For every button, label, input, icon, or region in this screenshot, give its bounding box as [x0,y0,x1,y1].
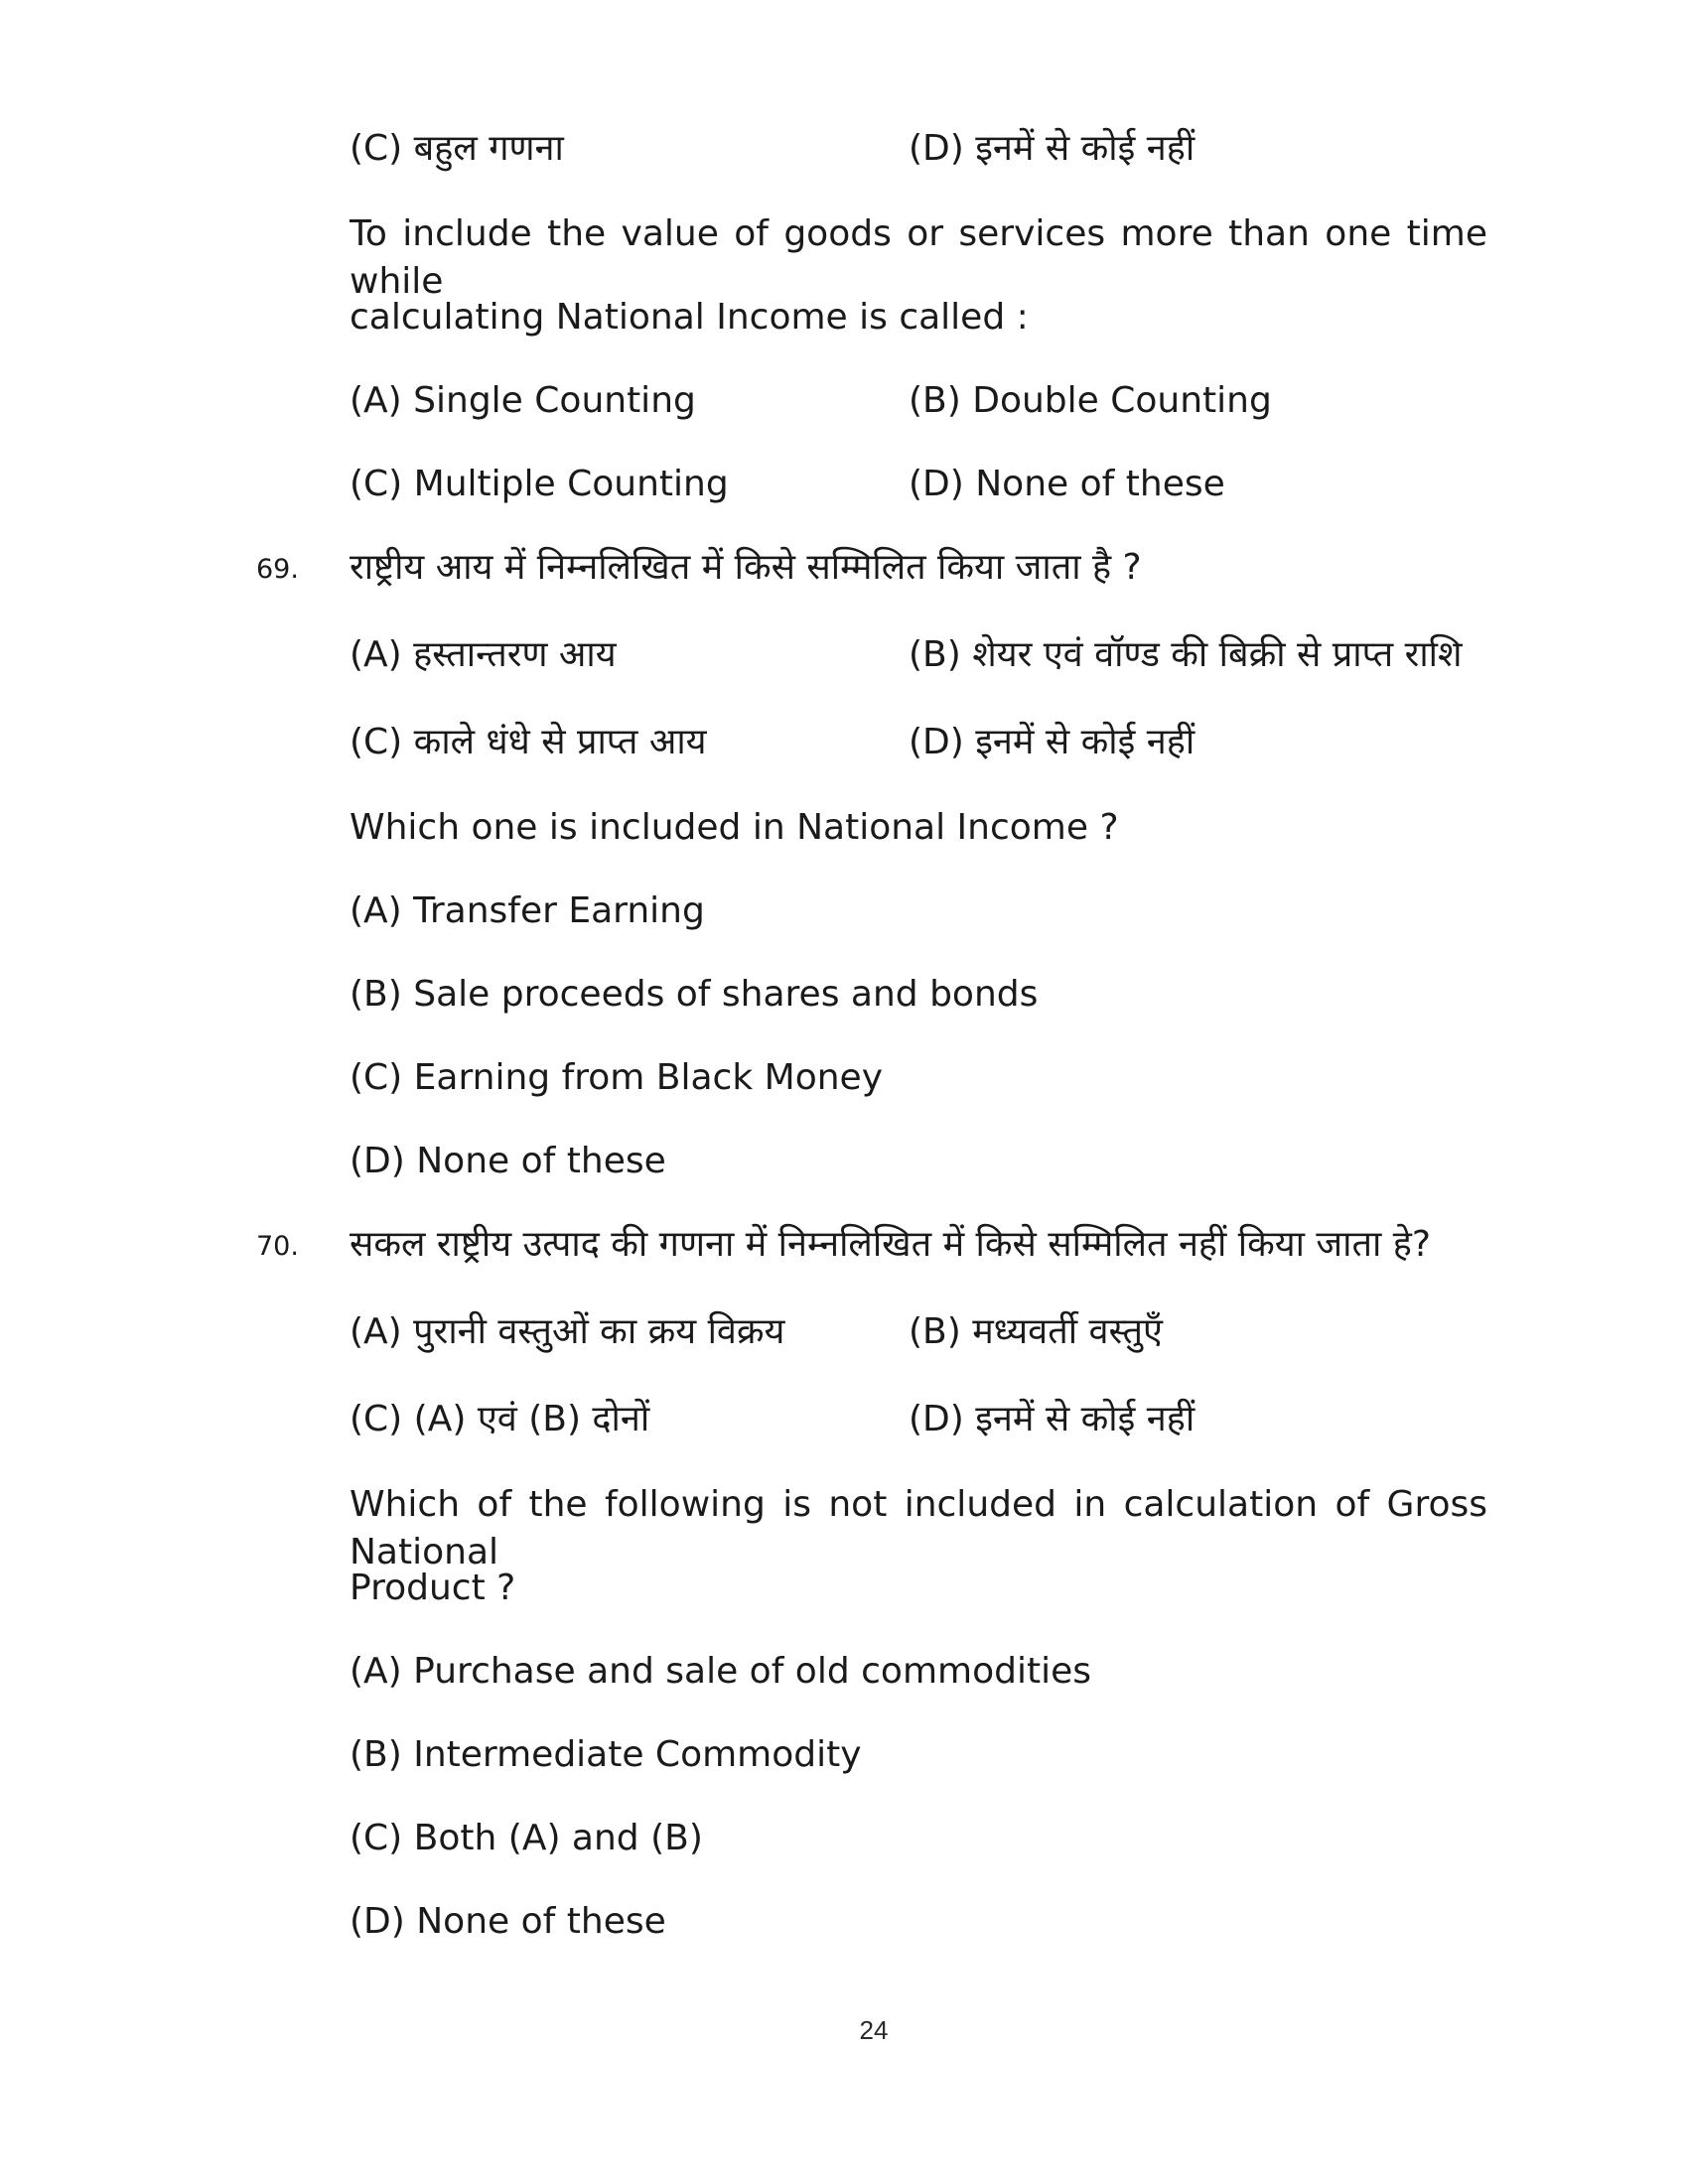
q69-hi-option-d: (D) इनमें से कोई नहीं [909,722,1196,762]
q70-en-question-line2: Product ? [350,1568,516,1608]
q68-en-option-c: (C) Multiple Counting [350,464,729,504]
q70-en-question-line1: Which of the following is not included in calculation of Gross National [350,1484,1487,1572]
q70-number: 70. [256,1231,299,1262]
q69-hi-option-c: (C) काले धंधे से प्राप्त आय [350,722,707,762]
q69-hi-option-a: (A) हस्तान्तरण आय [350,634,617,675]
q69-en-option-d: (D) None of these [350,1141,666,1181]
q70-hi-question: सकल राष्ट्रीय उत्पाद की गणना में निम्नलिखित में किसे सम्मिलित नहीं किया जाता हे? [350,1224,1431,1265]
q68-en-option-b: (B) Double Counting [909,380,1272,421]
page-number: 24 [859,2015,889,2045]
q69-hi-option-b: (B) शेयर एवं वॉण्ड की बिक्री से प्राप्त राशि [909,634,1463,675]
q69-en-option-c: (C) Earning from Black Money [350,1057,883,1098]
q68-en-question-line1: To include the value of goods or services more than one time while [350,213,1487,302]
q68-hi-option-d: (D) इनमें से कोई नहीं [909,128,1196,169]
q68-en-question-line2: calculating National Income is called : [350,297,1029,338]
q70-hi-option-a: (A) पुरानी वस्तुओं का क्रय विक्रय [350,1311,785,1352]
q68-en-option-d: (D) None of these [909,464,1225,504]
q70-en-option-d: (D) None of these [350,1901,666,1942]
q69-hi-question: राष्ट्रीय आय में निम्नलिखित में किसे सम्मिलित किया जाता है ? [350,547,1142,588]
q70-hi-option-d: (D) इनमें से कोई नहीं [909,1399,1196,1439]
q70-hi-option-b: (B) मध्यवर्ती वस्तुएँ [909,1311,1163,1352]
q70-hi-option-c: (C) (A) एवं (B) दोनों [350,1399,650,1439]
q69-en-option-b: (B) Sale proceeds of shares and bonds [350,974,1039,1015]
q69-number: 69. [256,554,299,585]
q68-hi-option-c: (C) बहुल गणना [350,128,564,169]
q69-en-option-a: (A) Transfer Earning [350,890,705,931]
q69-en-question: Which one is included in National Income ? [350,807,1119,848]
q70-en-option-a: (A) Purchase and sale of old commodities [350,1651,1091,1692]
q70-en-option-b: (B) Intermediate Commodity [350,1734,862,1775]
q70-en-option-c: (C) Both (A) and (B) [350,1818,703,1858]
q68-en-option-a: (A) Single Counting [350,380,696,421]
